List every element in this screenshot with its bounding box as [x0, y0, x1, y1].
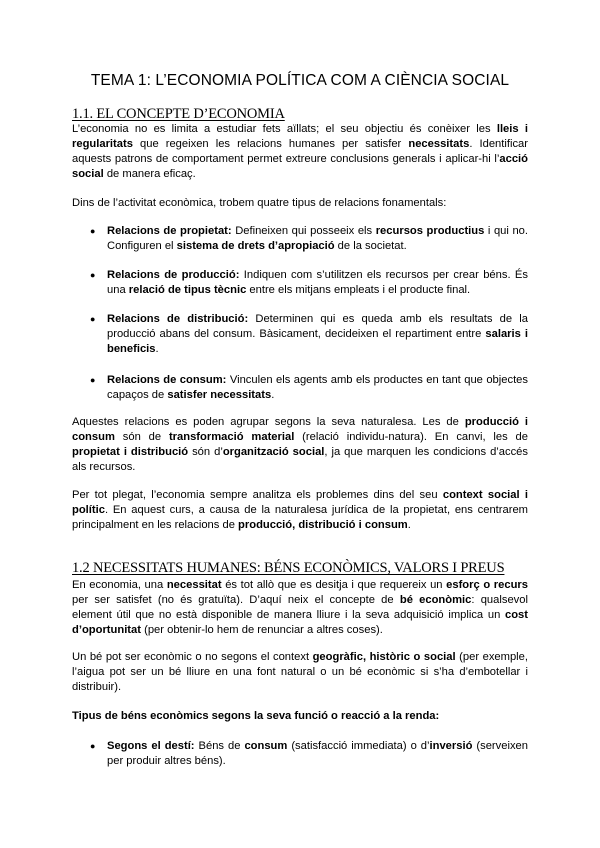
section-heading-1-1: 1.1. EL CONCEPTE D’ECONOMIA	[72, 106, 285, 122]
list-item-distribution-relations: Relacions de distribució: Determinen qui es queda amb els resultats de la producció abans del consum. Bàsicament, decideixen el repartiment entre salaris i beneficis.	[107, 313, 528, 355]
list-item-by-destination: Segons el destí: Béns de consum (satisfacció immediata) o d’inversió (serveixen per produir altres béns).	[107, 740, 528, 767]
list-item-property-relations: Relacions de propietat: Defineixen qui posseeix els recursos productius i qui no. Configuren el sistema de drets d’apropiació de la societat.	[107, 225, 529, 252]
bullet-marker: ●	[90, 270, 96, 280]
list-item-consumption-relations: Relacions de consum: Vinculen els agents amb els productes en tant que objectes capaços de satisfer necessitats.	[107, 374, 528, 401]
bullet-marker: ●	[90, 226, 96, 236]
bullet-marker: ●	[90, 375, 96, 385]
paragraph-economy-definition: L’economia no es limita a estudiar fets aïllats; el seu objectiu és conèixer les lleis i regularitats que regeixen les relacions humanes per satisfer necessitats. Identificar aquests patrons de comportament permet extreure conclusions generals i aplicar-hi l’acció social de manera eficaç.	[72, 123, 528, 180]
section-heading-1-2: 1.2 NECESSITATS HUMANES: BÉNS ECONÒMICS, VALORS I PREUS	[72, 560, 505, 576]
paragraph-social-context: Per tot plegat, l’economia sempre analitza els problemes dins del seu context social i polític. En aquest curs, a causa de la naturalesa jurídica de la propietat, ens centrarem principalment en les relacions de producció, distribució i consum.	[72, 489, 529, 531]
paragraph-goods-types-heading: Tipus de béns econòmics segons la seva funció o reacció a la renda:	[72, 710, 440, 722]
paragraph-needs-definition: En economia, una necessitat és tot allò que es desitja i que requereix un esforç o recurs per ser satisfet (no és gratuïta). D’aquí neix el concepte de bé econòmic: qualsevol element útil que no està disponible de manera lliure i la seva adquisició implica un cost d’oportunitat (per obtenir-lo hem de renunciar a altres coses).	[72, 579, 529, 636]
bullet-marker: ●	[90, 741, 96, 751]
document-title: TEMA 1: L’ECONOMIA POLÍTICA COM A CIÈNCIA SOCIAL	[90, 72, 510, 89]
paragraph-economic-good-context: Un bé pot ser econòmic o no segons el context geogràfic, històric o social (per exemple, l’aigua pot ser un bé lliure en una font natural o un bé econòmic si s’ha d’embotellar i distribuir).	[72, 651, 528, 693]
bullet-marker: ●	[90, 314, 96, 324]
list-item-production-relations: Relacions de producció: Indiquen com s’utilitzen els recursos per crear béns. És una relació de tipus tècnic entre els mitjans empleats i el producte final.	[107, 269, 528, 296]
paragraph-relations-grouping: Aquestes relacions es poden agrupar segons la seva naturalesa. Les de producció i consum són de transformació material (relació individu-natura). En canvi, les de propietat i distribució són d’organització social, ja que marquen les condicions d’accés als recursos.	[72, 416, 528, 473]
paragraph-relations-intro: Dins de l’activitat econòmica, trobem quatre tipus de relacions fonamentals:	[72, 197, 447, 209]
